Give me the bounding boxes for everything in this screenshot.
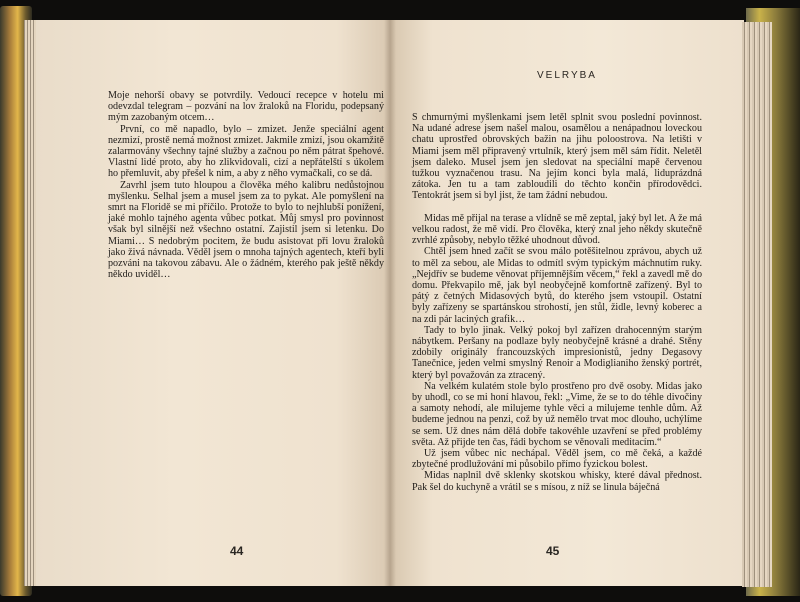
paragraph: Midas mě přijal na terase a vlídně se mě zeptal, jaký byl let. A že má velkou radost, že mě vidí. Pro člověka, který znal jeho někdy skutečně zvrhlé způsoby, nebylo těžké uhodnout důvod. xyxy=(412,212,702,247)
paragraph: Zavrhl jsem tuto hloupou a člověka mého kalibru nedůstojnou myšlenku. Selhal jsem a musel jsem za to pykat. Ale pomyšlení na smrt na Floridě se mi příčilo. Protože to bylo to nejhlubší ponížení, jaké mohlo tajného agenta vůbec potkat. Můj smysl pro povinnost však byl silnější než všechno ostatní. Zajistil jsem si letenku. Do Miami… S nedobrým pocitem, že budu asistovat při lovu žraloků jako živá návnada. Věděl jsem o mnoha tajných agentech, kteří byli pozváni na takovou zábavu. Ale o žádném, kterého pak ještě někdy někdo uviděl… xyxy=(108,179,384,281)
paragraph: Chtěl jsem hned začít se svou málo potěšitelnou zprávou, abych už to měl za sebou, ale Midas to odmítl svým typickým máchnutím ruky. „Nejdřív se budeme věnovat příjemnějším věcem,“ řekl a zavedl mě do domu. Překvapilo mě, jak byl neobyčejně komfortně zařízený. Byl to pátý z četných Midasových bytů, do kterého jsem vstoupil. Ostatní byly zařízeny se spartánskou strohostí, jen stůl, židle, levný koberec a na zdi pár laciných grafik… xyxy=(412,246,702,325)
page-number: 44 xyxy=(230,544,244,558)
page-number: 45 xyxy=(546,544,560,558)
paragraph: První, co mě napadlo, bylo – zmizet. Jenže speciální agent nezmizí, prostě nemá možnost zmizet. Jakmile zmizí, jsou okamžitě zalarmovány všechny tajné služby a začnou po něm pátrat špehové. Vlastní lidé proto, aby ho zlikvidovali, cizí a nepřátelští s úkolem ho přemluvit, aby přešel k nim, a aby z něho vymačkali, co se dá. xyxy=(108,123,384,180)
page-edges-right xyxy=(742,22,772,587)
paragraph: Moje nehorší obavy se potvrdily. Vedoucí recepce v hotelu mi odevzdal telegram – pozvání na lov žraloků na Floridu, podepsaný mým zazobaným otcem… xyxy=(108,90,384,124)
page-edges-left xyxy=(24,20,36,586)
left-page xyxy=(34,20,390,586)
paragraph: S chmurnými myšlenkami jsem letěl splnit svou poslední povinnost. Na udané adrese jsem našel malou, osamělou a nenápadnou loveckou chatu uprostřed obrovských bažin na jihu poloostrova. Na letišti v Miami jsem měl připravený vrtulník, který jsem měl sám řídit. Neletěl jsem daleko. Musel jsem jen sledovat na speciální mapě červenou tužkou vyznačenou trasu. Na jejím konci byla malá, liduprázdná zátoka. Jen tu a tam zabloudili do těchto končin přírodovědci. Tentokrát jsem si byl jist, že tam žádní nebudou. xyxy=(412,112,702,202)
book-gutter xyxy=(384,20,396,586)
right-page xyxy=(390,20,744,586)
paragraph: Na velkém kulatém stole bylo prostřeno pro dvě osoby. Midas jako by uhodl, co se mi honí hlavou, řekl: „Vime, že se to do téhle divočiny a samoty nehodí, ale milujeme tyhle věci a milujeme tenhle dům. Až budeme jednou na penzi, což by už nemělo trvat moc dlouho, uchýlíme se sem. Už dnes nám dělá dobře takovéhle uzavření se před problémy světa. Až přijde ten čas, řádi bychom se věnovali meditacím.“ xyxy=(412,380,702,448)
paragraph: Už jsem vůbec nic nechápal. Věděl jsem, co mě čeká, a každé zbytečné prodlužování mi působilo přímo fyzickou bolest. xyxy=(412,448,702,471)
right-page-body xyxy=(412,112,702,493)
paragraph: Tady to bylo jinak. Velký pokoj byl zařízen drahocenným starým nábytkem. Peršany na podlaze byly neobyčejně krásné a drahé. Stěny zdobily originály francouzských impresionistů, jedny Degasovy Tanečnice, jeden velmi smyslný Renoir a Modiglianiho ženský portrét, který byl považován za ztracený. xyxy=(412,324,702,381)
left-page-body xyxy=(108,90,384,280)
paragraph: Midas naplnil dvě sklenky skotskou whisky, které dával přednost. Pak šel do kuchyně a vrátil se s mísou, z níž se linula báječná xyxy=(412,470,702,493)
running-head: VELRYBA xyxy=(537,70,597,81)
